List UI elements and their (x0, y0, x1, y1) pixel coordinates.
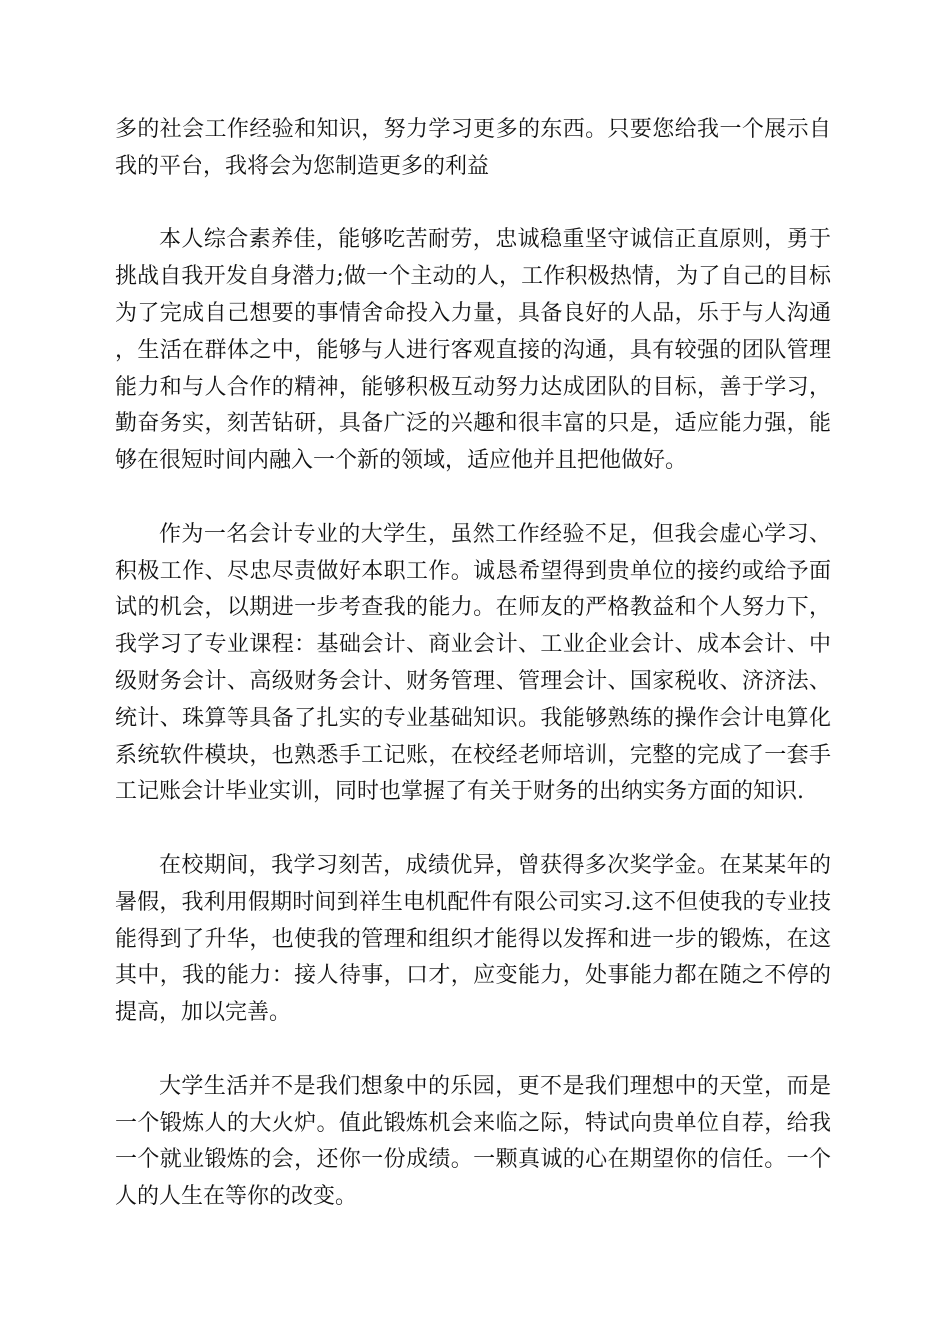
paragraph-school-experience: 在校期间，我学习刻苦，成绩优异，曾获得多次奖学金。在某某年的暑假，我利用假期时间到祥生电机配件有限公司实习.这不但使我的专业技能得到了升华，也使我的管理和组织才能得以发挥和进一步的锻炼，在这其中，我的能力：接人待事，口才，应变能力，处事能力都在随之不停的提高，加以完善。 (115, 852, 831, 1026)
paragraph-closing: 大学生活并不是我们想象中的乐园，更不是我们理想中的天堂，而是一个锻炼人的大火炉。值此锻炼机会来临之际，特试向贵单位自荐，给我一个就业锻炼的会，还你一份成绩。一颗真诚的心在期望你的信任。一个人的人生在等你的改变。 (115, 1073, 831, 1210)
paragraph-continuation: 多的社会工作经验和知识，努力学习更多的东西。只要您给我一个展示自我的平台，我将会为您制造更多的利益 (115, 117, 831, 179)
paragraph-accounting-study: 作为一名会计专业的大学生，虽然工作经验不足，但我会虚心学习、积极工作、尽忠尽责做好本职工作。诚恳希望得到贵单位的接约或给予面试的机会，以期进一步考查我的能力。在师友的严格教益和个人努力下，我学习了专业课程：基础会计、商业会计、工业企业会计、成本会计、中级财务会计、高级财务会计、财务管理、管理会计、国家税收、济济法、统计、珠算等具备了扎实的专业基础知识。我能够熟练的操作会计电算化系统软件模块，也熟悉手工记账，在校经老师培训，完整的完成了一套手工记账会计毕业实训，同时也掌握了有关于财务的出纳实务方面的知识. (115, 521, 831, 805)
paragraph-personal-qualities: 本人综合素养佳，能够吃苦耐劳，忠诚稳重坚守诚信正直原则，勇于挑战自我开发自身潜力;做一个主动的人，工作积极热情，为了自己的目标为了完成自己想要的事情舍命投入力量，具备良好的人品，乐于与人沟通，生活在群体之中，能够与人进行客观直接的沟通，具有较强的团队管理能力和与人合作的精神，能够积极互动努力达成团队的目标，善于学习，勤奋务实，刻苦钻研，具备广泛的兴趣和很丰富的只是，适应能力强，能够在很短时间内融入一个新的领域，适应他并且把他做好。 (115, 227, 831, 474)
document-body (115, 112, 831, 1216)
